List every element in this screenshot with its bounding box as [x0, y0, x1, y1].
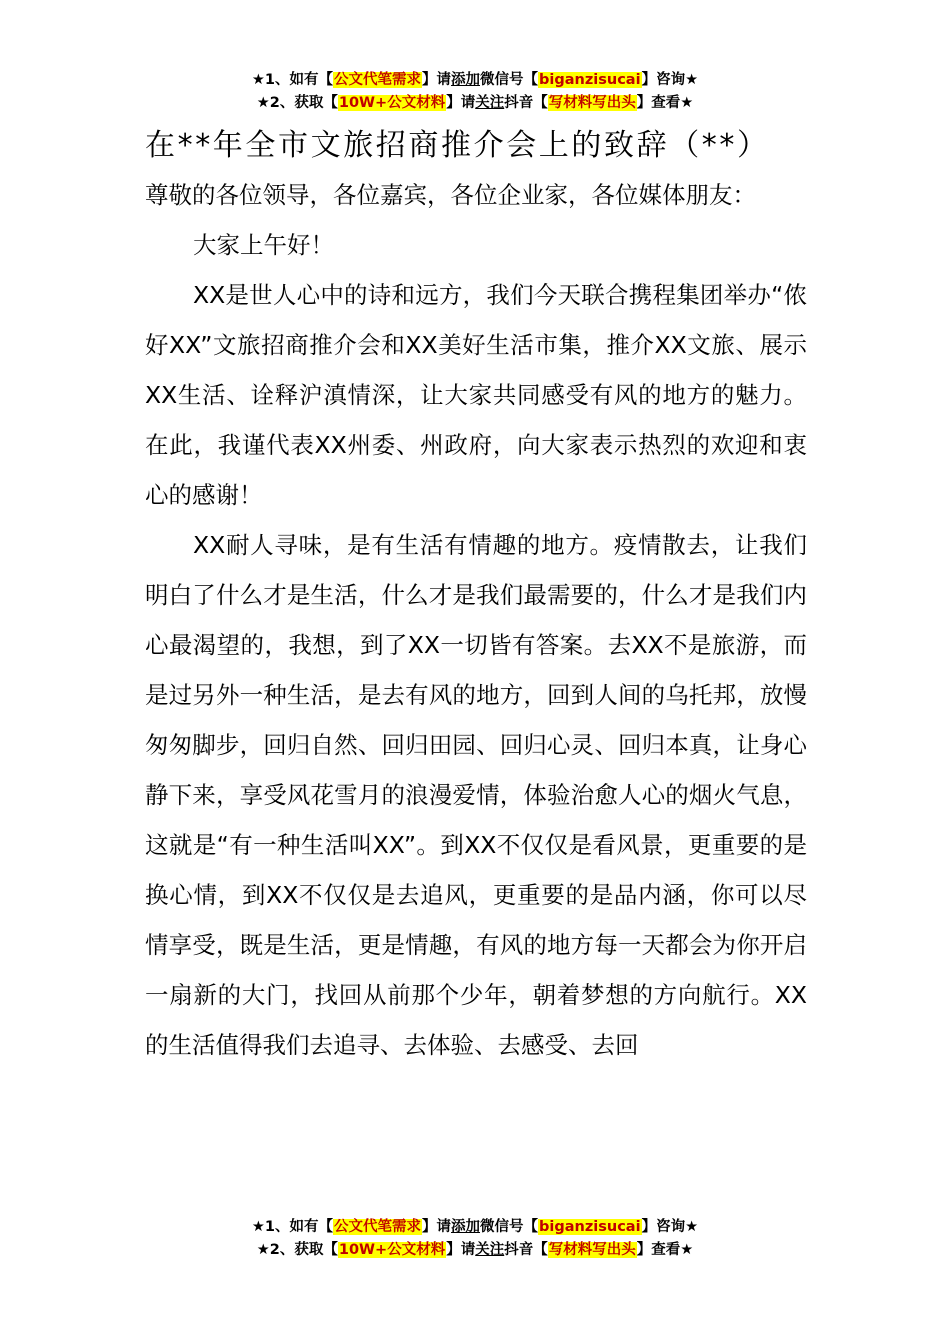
banner-line-2: [0, 92, 950, 115]
banner-text: 微信号【: [480, 72, 539, 88]
banner-underline: 关注: [475, 95, 505, 111]
body-paragraph: XX耐人寻味，是有生活有情趣的地方。疫情散去，让我们明白了什么才是生活，什么才是我们最需要的，什么才是我们内心最渴望的，我想，到了XX一切皆有答案。去XX不是旅游，而是过另外一种生活，是去有风的地方，回到人间的乌托邦，放慢匆匆脚步，回归自然、回归田园、回归心灵、回归本真，让身心静下来，享受风花雪月的浪漫爱情，体验治愈人心的烟火气息，这就是“有一种生活叫XX”。到XX不仅仅是看风景，更重要的是换心情，到XX不仅仅是去追风，更重要的是品内涵，你可以尽情享受，既是生活，更是情趣，有风的地方每一天都会为你开启一扇新的大门，找回从前那个少年，朝着梦想的方向航行。XX的生活值得我们去追寻、去体验、去感受、去回: [145, 531, 807, 1059]
banner-underline: 添加: [451, 72, 481, 88]
banner-text: ★2、获取【: [256, 1242, 338, 1258]
banner-underline: 添加: [451, 1219, 481, 1235]
body-paragraph: XX是世人心中的诗和远方，我们今天联合携程集团举办“侬好XX”文旅招商推介会和XX美好生活市集，推介XX文旅、展示XX生活、诠释沪滇情深，让大家共同感受有风的地方的魅力。在此，我谨代表XX州委、州政府，向大家表示热烈的欢迎和衷心的感谢！: [145, 281, 807, 509]
banner-text: 】请: [422, 72, 452, 88]
footer-banner: [0, 1216, 950, 1262]
douyin-id-highlight: 写材料写出头: [548, 1242, 636, 1258]
wechat-id-highlight: biganzisucai: [539, 72, 641, 88]
banner-text: 】请: [422, 1219, 452, 1235]
banner-line-1: [0, 69, 950, 92]
banner-line-2: [0, 1239, 950, 1262]
document-body: [145, 122, 807, 1070]
banner-text: 抖音【: [504, 1242, 548, 1258]
header-banner: [0, 69, 950, 115]
banner-text: 微信号【: [480, 1219, 539, 1235]
banner-text: ★1、如有【: [251, 1219, 334, 1235]
banner-text: 】咨询★: [641, 1219, 699, 1235]
banner-text: 】咨询★: [641, 72, 699, 88]
banner-text: ★2、获取【: [256, 95, 338, 111]
banner-text: ★1、如有【: [251, 72, 334, 88]
banner-highlight: 10W+公文材料: [338, 1242, 446, 1258]
banner-highlight: 10W+公文材料: [338, 95, 446, 111]
document-title: 在**年全市文旅招商推介会上的致辞（**）: [145, 128, 770, 163]
banner-text: 】请: [446, 95, 476, 111]
banner-text: 抖音【: [504, 95, 548, 111]
banner-highlight: 公文代笔需求: [334, 72, 422, 88]
banner-line-1: [0, 1216, 950, 1239]
banner-text: 】查看★: [636, 1242, 694, 1258]
banner-underline: 关注: [475, 1242, 505, 1258]
salutation: 尊敬的各位领导，各位嘉宾，各位企业家，各位媒体朋友：: [145, 181, 756, 209]
banner-text: 】请: [446, 1242, 476, 1258]
wechat-id-highlight: biganzisucai: [539, 1219, 641, 1235]
greeting: 大家上午好！: [193, 231, 334, 259]
banner-text: 】查看★: [636, 95, 694, 111]
banner-highlight: 公文代笔需求: [334, 1219, 422, 1235]
douyin-id-highlight: 写材料写出头: [548, 95, 636, 111]
